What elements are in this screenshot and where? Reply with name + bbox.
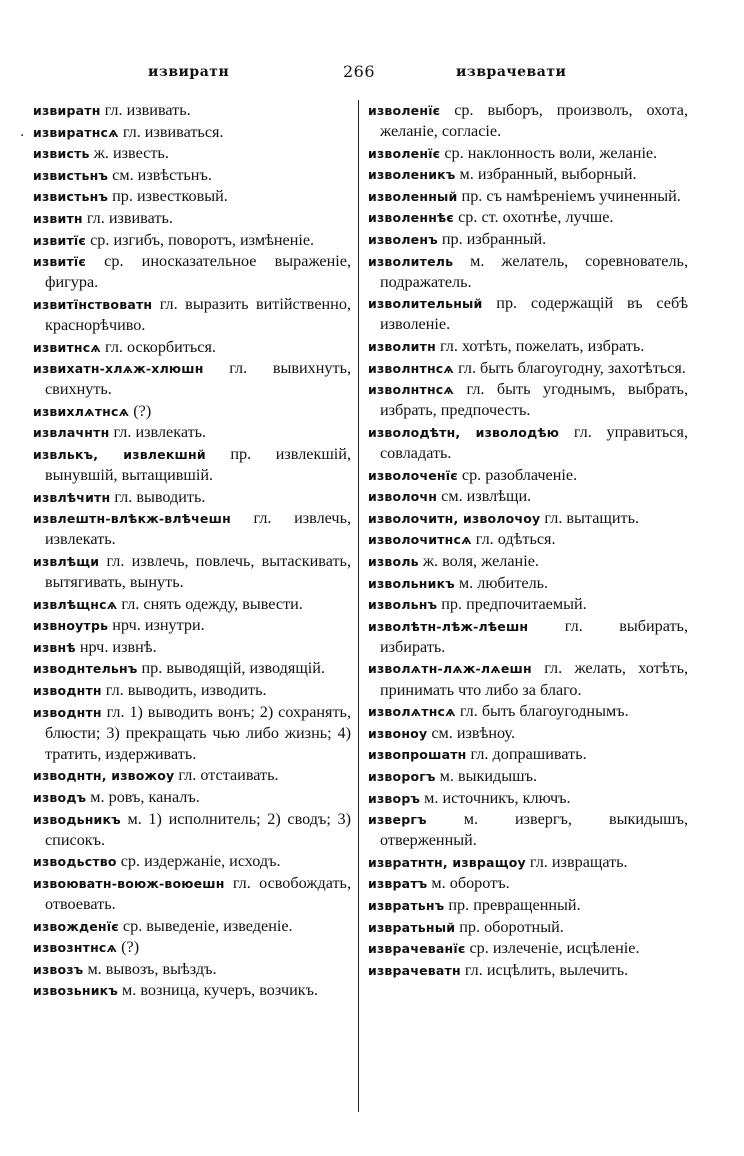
dictionary-entry: извопрошатн гл. допрашивать. xyxy=(368,745,587,764)
dictionary-entry: извноутрь нрч. изнутри. xyxy=(33,616,205,635)
dictionary-entry: извнѣ нрч. извнѣ. xyxy=(33,637,157,656)
dictionary-entry: извратнтн, извращоу гл. извращать. xyxy=(368,852,628,871)
dictionary-entry: изворогъ м. выкидышъ. xyxy=(368,766,538,785)
dictionary-entry: изволительный пр. содержащій въ себѣ изволеніе. xyxy=(368,294,688,334)
dictionary-entry: извознтнсѧ (?) xyxy=(33,938,140,957)
dictionary-entry: извоюватн-воюж-воюешн гл. освобождать, отвоевать. xyxy=(33,873,351,913)
dictionary-entry: изволѧтн-лѧж-лѧешн гл. желать, хотѣть, принимать что либо за благо. xyxy=(368,659,688,699)
stray-mark: · xyxy=(20,128,25,144)
dictionary-entry: изводьство ср. издержаніе, исходъ. xyxy=(33,852,281,871)
dictionary-entry: изволитн гл. хотѣть, пожелать, избрать. xyxy=(368,337,645,356)
dictionary-entry: изводьникъ м. 1) исполнитель; 2) сводъ; 3) списокъ. xyxy=(33,809,351,849)
dictionary-entry: извожденїє ср. выведеніе, изведеніе. xyxy=(33,916,293,935)
dictionary-entry: извергъ м. извергъ, выкидышъ, отверженный. xyxy=(368,810,688,850)
dictionary-entry: изволочитнсѧ гл. одѣться. xyxy=(368,530,556,549)
dictionary-entry: извлѣщи гл. извлечь, повлечь, вытаскивать, вытягивать, вынуть. xyxy=(33,551,351,592)
dictionary-entry: извратьный пр. оборотный. xyxy=(368,917,564,936)
dictionary-entry: извитїє ср. изгибъ, поворотъ, измѣненіе. xyxy=(33,230,315,249)
dictionary-entry: изволѣтн-лѣж-лѣешн гл. выбирать, избирать. xyxy=(368,616,688,656)
dictionary-entry: извозьникъ м. возница, кучеръ, возчикъ. xyxy=(33,981,319,1000)
dictionary-entry: изводнтн, извожоу гл. отстаивать. xyxy=(33,766,279,785)
dictionary-entry: извихлѧтнсѧ (?) xyxy=(33,401,152,420)
dictionary-entry: извитїнствоватн гл. выразить витійственно, краснорѣчиво. xyxy=(33,294,351,334)
dictionary-entry: извитнсѧ гл. оскорбиться. xyxy=(33,337,216,356)
left-column xyxy=(33,100,351,1002)
dictionary-entry: извлькъ, извлекшнй пр. извлекшій, вынувшій, вытащившій. xyxy=(33,445,351,485)
dictionary-entry: извистьнъ пр. известковый. xyxy=(33,187,228,206)
dictionary-entry: извратъ м. оборотъ. xyxy=(368,874,510,893)
column-divider xyxy=(358,100,359,1112)
dictionary-entry: изволочн см. извлѣщи. xyxy=(368,487,532,506)
dictionary-entry: изводнтн гл. выводить, изводить. xyxy=(33,681,267,700)
right-column xyxy=(368,100,688,981)
dictionary-entry: извитн гл. извивать. xyxy=(33,208,173,227)
dictionary-entry: изволнтнсѧ гл. быть благоугодну, захотѣться. xyxy=(368,358,686,377)
dictionary-entry: изволенъ пр. избранный. xyxy=(368,230,547,249)
dictionary-entry: изволенїє ср. выборъ, произволъ, охота, желаніе, согласіе. xyxy=(368,101,688,141)
dictionary-entry: изволочитн, изволочоу гл. вытащить. xyxy=(368,508,640,527)
dictionary-entry: изволѧтнсѧ гл. быть благоугоднымъ. xyxy=(368,702,629,721)
dictionary-entry: изволоченїє ср. разоблаченіе. xyxy=(368,465,578,484)
dictionary-entry: изволенїє ср. наклонность воли, желаніе. xyxy=(368,143,658,162)
dictionary-entry: извоноу см. извѣноу. xyxy=(368,723,516,742)
dictionary-entry: извлештн-влѣкж-влѣчешн гл. извлечь, извлекать. xyxy=(33,509,351,549)
dictionary-entry: извистьнъ см. извѣстьнъ. xyxy=(33,165,212,184)
dictionary-entry: изврачеватн гл. исцѣлить, вылечить. xyxy=(368,960,629,979)
running-head-right: изврачевати xyxy=(456,64,567,80)
dictionary-entry: извольнъ пр. предпочитаемый. xyxy=(368,595,587,614)
dictionary-entry: извлѣщнсѧ гл. снять одежду, вывести. xyxy=(33,594,303,613)
dictionary-entry: изволитель м. желатель, соревнователь, подражатель. xyxy=(368,251,688,291)
running-head-left: извиратн xyxy=(148,64,230,80)
dictionary-entry: извиратнсѧ гл. извиваться. xyxy=(33,122,224,141)
dictionary-entry: изволенный пр. съ намѣреніемъ учиненный. xyxy=(368,186,681,205)
dictionary-entry: извитїє ср. иносказательное выраженіе, фигура. xyxy=(33,252,351,292)
dictionary-entry: извихатн-хлѧж-хлюшн гл. вывихнуть, свихнуть. xyxy=(33,359,351,399)
dictionary-entry: изволодѣтн, изволодѣю гл. управиться, совладать. xyxy=(368,422,688,462)
dictionary-entry: извисть ж. известь. xyxy=(33,144,169,163)
dictionary-entry: изволеннѣє ср. ст. охотнѣе, лучше. xyxy=(368,208,614,227)
dictionary-entry: изволеникъ м. избранный, выборный. xyxy=(368,165,637,184)
dictionary-entry: изврачеванїє ср. излеченіе, исцѣленіе. xyxy=(368,939,640,958)
dictionary-entry: изворъ м. источникъ, ключъ. xyxy=(368,788,571,807)
dictionary-entry: извозъ м. вывозъ, выѣздъ. xyxy=(33,959,217,978)
dictionary-entry: извлачнтн гл. извлекать. xyxy=(33,423,207,442)
dictionary-entry: извиратн гл. извивать. xyxy=(33,101,191,119)
dictionary-entry: изводъ м. ровъ, каналъ. xyxy=(33,788,200,806)
dictionary-entry: извратьнъ пр. превращенный. xyxy=(368,895,581,914)
dictionary-entry: изводнтн гл. 1) выводить вонъ; 2) сохранять, блюсти; 3) прекращать чью либо жизнь; 4) тратить, издерживать. xyxy=(33,702,351,763)
dictionary-entry: изводнтельнъ пр. выводящій, изводящій. xyxy=(33,659,326,678)
dictionary-entry: изволнтнсѧ гл. быть угоднымъ, выбрать, избрать, предпочесть. xyxy=(368,380,688,420)
dictionary-entry: извольникъ м. любитель. xyxy=(368,573,549,592)
dictionary-entry: изволь ж. воля, желаніе. xyxy=(368,551,539,570)
page-number: 266 xyxy=(343,62,376,81)
dictionary-entry: извлѣчитн гл. выводить. xyxy=(33,487,206,506)
